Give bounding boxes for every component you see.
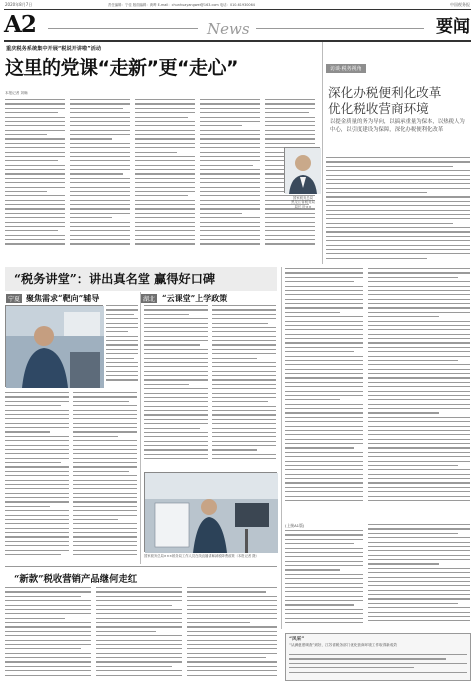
ningxia-body-side — [106, 305, 138, 385]
ningxia-body-col2 — [73, 392, 137, 564]
lead-body-col4 — [200, 99, 260, 249]
page-number: A2 — [4, 11, 36, 38]
paper-name: 中国税务报 — [450, 2, 470, 7]
interview-headline-1: 深化办税便利化改革 — [328, 85, 442, 100]
lead-byline: 本报记者 刘畅 — [5, 91, 28, 95]
interview-deck: 以提金质量的务为导向，以搞承重量为保本，以热税人为中心，以引度建设为保障，深化办税便利化改革 — [330, 119, 465, 133]
lead-body-col1 — [5, 99, 65, 249]
bottom-right-text: “从满意度调查”到好，江苏省税务部门优化营商环境工作取得新成效 — [289, 643, 397, 647]
bottom-body-col1 — [5, 587, 91, 682]
bottom-right-title: “风采” — [289, 637, 305, 642]
feature-banner: “税务讲堂”：讲出真名堂 赢得好口碑 — [14, 272, 216, 286]
hubei-title: “云课堂”上学政策 — [162, 293, 228, 303]
region-tag-hubei: 湖北 — [143, 296, 156, 303]
region-tag-ningxia: 宁夏 — [8, 296, 21, 303]
continued-body-col2 — [368, 268, 470, 518]
bottom-body-col2 — [96, 587, 182, 682]
section-cn: 要闻 — [436, 17, 470, 37]
interview-tag: 访谈·税务视角 — [326, 64, 366, 73]
editor-line: 责任编辑：宁佳 版面编辑：黄晔 E-mail：chunhuayangwei@163.com 电话：010-61930064 — [108, 3, 255, 7]
continued-body-col4 — [368, 524, 470, 628]
continued-body-col3 — [285, 530, 363, 628]
mid-divider — [281, 267, 282, 629]
ningxia-body-col1 — [5, 392, 69, 564]
bottom-body-col3 — [187, 587, 277, 682]
hubei-body-col2 — [212, 305, 276, 470]
lead-body-col2 — [70, 99, 130, 249]
right-col-divider — [322, 42, 323, 264]
ningxia-title: 聚焦需求“靶向”辅导 — [26, 293, 100, 303]
bottom-rule — [5, 566, 277, 567]
top-rule — [4, 9, 471, 10]
official-portrait — [284, 147, 320, 193]
continued-label: (上接A1版) — [285, 523, 305, 528]
bottom-right-body — [289, 654, 467, 680]
lead-kicker: 重庆税务系统集中开展“税说开讲啦”活动 — [6, 46, 102, 52]
livestream-caption: 国家税务总局×××税务局工作人员在线直播讲解减税降费政策（本报记者 摄） — [144, 554, 259, 558]
tax-officer-photo — [5, 305, 103, 387]
issue-date: 2020年8月7日 — [5, 2, 33, 7]
livestream-photo — [144, 472, 277, 552]
masthead-deco-left — [48, 28, 198, 29]
masthead-deco-right — [256, 28, 424, 29]
feature-divider — [140, 292, 141, 564]
interview-headline-2: 优化税收营商环境 — [328, 101, 429, 116]
lead-body-col3 — [135, 99, 195, 249]
lead-headline: 这里的党课“走新”更“走心” — [5, 57, 238, 79]
portrait-caption: 国家税务总局 黑龙江省税务局 局长 叶×× — [291, 196, 315, 209]
continued-body-col1 — [285, 268, 363, 518]
hubei-body-col1 — [144, 305, 208, 470]
interview-body — [326, 157, 470, 263]
bottom-headline: “新款”税收营销产品继何走红 — [14, 574, 138, 585]
header-rule — [4, 40, 471, 42]
section-en: News — [207, 20, 250, 38]
